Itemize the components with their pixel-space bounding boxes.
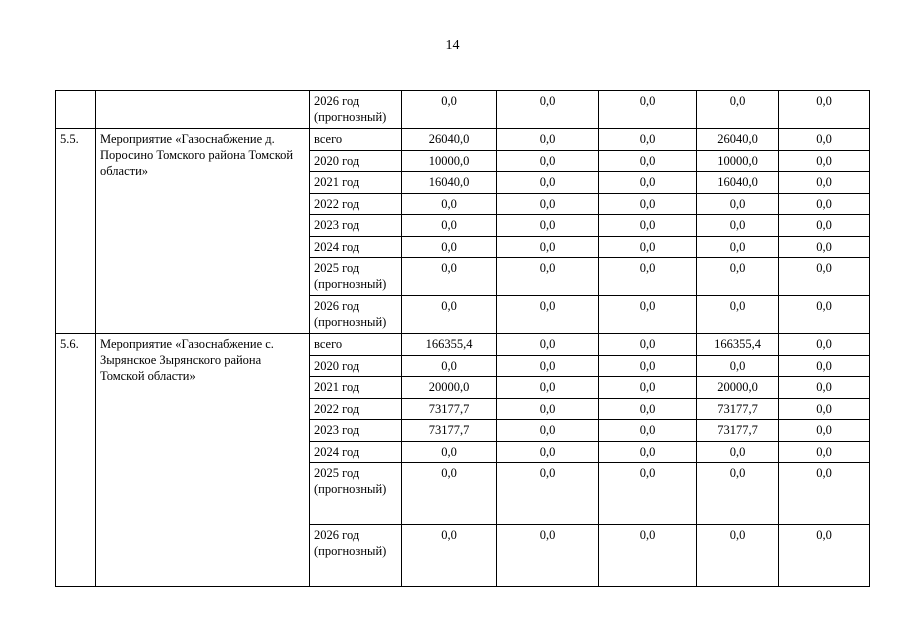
value-cell: 0,0 — [779, 463, 870, 525]
value-cell: 0,0 — [779, 420, 870, 442]
value-cell: 0,0 — [697, 296, 779, 334]
period-cell: 2023 год — [310, 420, 402, 442]
budget-table — [55, 90, 870, 587]
value-cell: 0,0 — [779, 442, 870, 463]
value-cell: 0,0 — [497, 525, 599, 587]
period-cell: 2021 год — [310, 377, 402, 399]
value-cell: 0,0 — [599, 356, 697, 377]
period-cell: 2025 год (прогнозный) — [310, 258, 402, 296]
value-cell: 166355,4 — [697, 334, 779, 356]
period-cell: 2023 год — [310, 215, 402, 237]
value-cell: 0,0 — [697, 442, 779, 463]
value-cell: 0,0 — [779, 377, 870, 399]
value-cell: 0,0 — [779, 258, 870, 296]
value-cell: 166355,4 — [402, 334, 497, 356]
value-cell: 0,0 — [779, 399, 870, 420]
value-cell: 0,0 — [697, 258, 779, 296]
value-cell: 0,0 — [779, 334, 870, 356]
period-cell: 2025 год (прогнозный) — [310, 463, 402, 525]
table-row — [56, 91, 870, 129]
value-cell: 0,0 — [497, 237, 599, 258]
value-cell: 0,0 — [402, 525, 497, 587]
period-cell: 2024 год — [310, 237, 402, 258]
value-cell: 0,0 — [599, 91, 697, 129]
item-code: 5.5. — [56, 129, 96, 334]
value-cell: 0,0 — [497, 377, 599, 399]
value-cell: 0,0 — [599, 420, 697, 442]
value-cell: 0,0 — [497, 172, 599, 194]
value-cell: 0,0 — [497, 129, 599, 151]
value-cell: 0,0 — [599, 334, 697, 356]
value-cell: 0,0 — [402, 463, 497, 525]
value-cell: 0,0 — [599, 129, 697, 151]
value-cell: 0,0 — [697, 525, 779, 587]
period-cell: 2026 год (прогнозный) — [310, 525, 402, 587]
value-cell: 0,0 — [779, 91, 870, 129]
period-cell: 2026 год (прогнозный) — [310, 296, 402, 334]
value-cell: 0,0 — [497, 194, 599, 215]
value-cell: 0,0 — [402, 91, 497, 129]
value-cell: 20000,0 — [402, 377, 497, 399]
value-cell: 0,0 — [697, 215, 779, 237]
item-code — [56, 91, 96, 129]
page-number: 14 — [445, 38, 460, 53]
value-cell: 10000,0 — [402, 151, 497, 172]
period-cell: 2024 год — [310, 442, 402, 463]
value-cell: 0,0 — [779, 356, 870, 377]
value-cell: 0,0 — [779, 525, 870, 587]
value-cell: 0,0 — [402, 237, 497, 258]
value-cell: 0,0 — [599, 442, 697, 463]
value-cell: 0,0 — [697, 194, 779, 215]
value-cell: 0,0 — [402, 215, 497, 237]
value-cell: 0,0 — [599, 215, 697, 237]
value-cell: 0,0 — [599, 258, 697, 296]
period-cell: 2022 год — [310, 194, 402, 215]
value-cell: 73177,7 — [402, 420, 497, 442]
item-name: Мероприятие «Газоснабжение д. Поросино Томского района Томской области» — [96, 129, 310, 334]
value-cell: 73177,7 — [697, 399, 779, 420]
value-cell: 73177,7 — [402, 399, 497, 420]
value-cell: 0,0 — [779, 172, 870, 194]
value-cell: 0,0 — [599, 463, 697, 525]
value-cell: 0,0 — [599, 399, 697, 420]
value-cell: 0,0 — [599, 237, 697, 258]
value-cell: 0,0 — [497, 91, 599, 129]
value-cell: 0,0 — [402, 442, 497, 463]
value-cell: 0,0 — [402, 296, 497, 334]
value-cell: 0,0 — [497, 442, 599, 463]
budget-table-body — [56, 91, 870, 587]
value-cell: 0,0 — [497, 463, 599, 525]
value-cell: 0,0 — [402, 258, 497, 296]
value-cell: 0,0 — [779, 151, 870, 172]
value-cell: 0,0 — [697, 463, 779, 525]
value-cell: 0,0 — [779, 237, 870, 258]
period-cell: 2026 год (прогнозный) — [310, 91, 402, 129]
value-cell: 0,0 — [697, 356, 779, 377]
item-name — [96, 91, 310, 129]
value-cell: 0,0 — [599, 194, 697, 215]
value-cell: 0,0 — [697, 237, 779, 258]
value-cell: 0,0 — [599, 377, 697, 399]
value-cell: 0,0 — [497, 356, 599, 377]
value-cell: 0,0 — [779, 215, 870, 237]
value-cell: 0,0 — [402, 194, 497, 215]
value-cell: 0,0 — [497, 420, 599, 442]
value-cell: 73177,7 — [697, 420, 779, 442]
value-cell: 16040,0 — [697, 172, 779, 194]
item-code: 5.6. — [56, 334, 96, 587]
value-cell: 0,0 — [497, 258, 599, 296]
period-cell: 2021 год — [310, 172, 402, 194]
period-cell: всего — [310, 129, 402, 151]
value-cell: 0,0 — [402, 356, 497, 377]
value-cell: 16040,0 — [402, 172, 497, 194]
value-cell: 0,0 — [779, 194, 870, 215]
value-cell: 26040,0 — [402, 129, 497, 151]
table-row — [56, 129, 870, 151]
period-cell: 2022 год — [310, 399, 402, 420]
value-cell: 0,0 — [599, 151, 697, 172]
value-cell: 0,0 — [497, 399, 599, 420]
item-name: Мероприятие «Газоснабжение с. Зырянское Зырянского района Томской области» — [96, 334, 310, 587]
value-cell: 26040,0 — [697, 129, 779, 151]
period-cell: всего — [310, 334, 402, 356]
value-cell: 0,0 — [779, 296, 870, 334]
table-row — [56, 334, 870, 356]
value-cell: 0,0 — [599, 172, 697, 194]
value-cell: 0,0 — [697, 91, 779, 129]
value-cell: 10000,0 — [697, 151, 779, 172]
value-cell: 0,0 — [779, 129, 870, 151]
period-cell: 2020 год — [310, 356, 402, 377]
value-cell: 0,0 — [497, 215, 599, 237]
value-cell: 0,0 — [497, 334, 599, 356]
value-cell: 0,0 — [599, 525, 697, 587]
value-cell: 0,0 — [599, 296, 697, 334]
period-cell: 2020 год — [310, 151, 402, 172]
value-cell: 0,0 — [497, 296, 599, 334]
value-cell: 0,0 — [497, 151, 599, 172]
value-cell: 20000,0 — [697, 377, 779, 399]
